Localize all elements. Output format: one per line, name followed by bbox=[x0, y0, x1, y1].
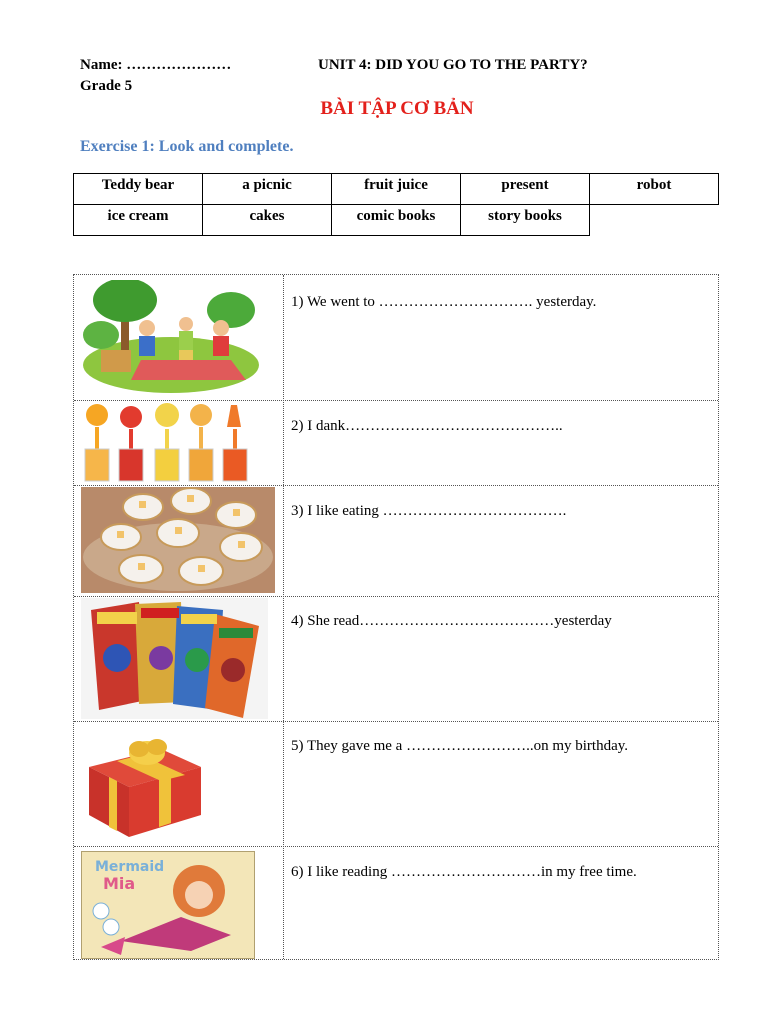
picnic-illustration bbox=[81, 280, 261, 394]
sentence-1: 1) We went to …………………………. yesterday. bbox=[291, 294, 597, 310]
grade-label: Grade 5 bbox=[80, 78, 133, 94]
row-divider bbox=[74, 485, 718, 486]
row-divider bbox=[74, 400, 718, 401]
name-field-label: Name: ………………… bbox=[80, 57, 232, 73]
word-bank-item: robot bbox=[589, 173, 719, 205]
sentence-3: 3) I like eating ………………………………. bbox=[291, 503, 567, 519]
row-divider bbox=[74, 846, 718, 847]
word-bank-item: fruit juice bbox=[331, 173, 461, 205]
word-bank-item: comic books bbox=[331, 204, 461, 236]
sentence-4: 4) She read…………………………………yesterday bbox=[291, 613, 612, 629]
unit-title: UNIT 4: DID YOU GO TO THE PARTY? bbox=[318, 57, 588, 73]
comic-books-photo bbox=[81, 598, 268, 719]
word-bank-item: cakes bbox=[202, 204, 332, 236]
page-title: BÀI TẬP CƠ BẢN bbox=[320, 98, 474, 119]
svg-text:Mermaid: Mermaid bbox=[95, 859, 165, 875]
svg-text:Mia: Mia bbox=[103, 874, 136, 893]
cakes-photo bbox=[81, 487, 275, 593]
exercise-heading: Exercise 1: Look and complete. bbox=[80, 138, 294, 155]
present-photo bbox=[81, 727, 207, 839]
fruit-juice-photo bbox=[81, 403, 253, 483]
word-bank-item: a picnic bbox=[202, 173, 332, 205]
sentence-6: 6) I like reading …………………………in my free time. bbox=[291, 864, 637, 880]
sentence-5: 5) They gave me a ……………………..on my birthday. bbox=[291, 738, 629, 754]
word-bank-item: ice cream bbox=[73, 204, 203, 236]
row-divider bbox=[74, 596, 718, 597]
column-divider bbox=[283, 275, 284, 959]
row-divider bbox=[74, 721, 718, 722]
sentence-2: 2) I dank…………………………………….. bbox=[291, 418, 563, 434]
word-bank bbox=[73, 173, 719, 239]
exercise-table bbox=[73, 274, 719, 960]
word-bank-item: story books bbox=[460, 204, 590, 236]
word-bank-item: Teddy bear bbox=[73, 173, 203, 205]
story-book-photo bbox=[81, 851, 255, 959]
word-bank-item: present bbox=[460, 173, 590, 205]
